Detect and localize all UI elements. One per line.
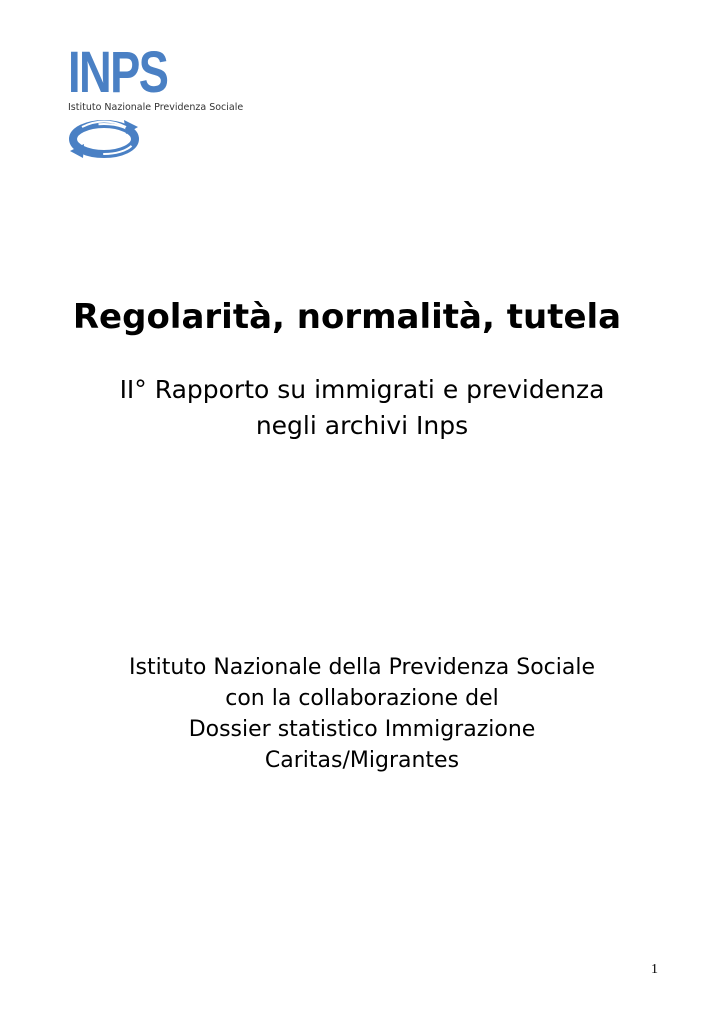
document-title: Regolarità, normalità, tutela: [72, 297, 622, 337]
logo-subtitle: Istituto Nazionale Previdenza Sociale: [68, 102, 244, 113]
inps-logo: [68, 40, 268, 164]
page-number: 1: [651, 962, 658, 977]
subtitle-line: II° Rapporto su immigrati e previdenza: [119, 375, 605, 404]
credits-line: Istituto Nazionale della Previdenza Sociale: [129, 655, 595, 680]
document-subtitle: [0, 372, 724, 444]
credits-line: con la collaborazione del: [225, 686, 499, 711]
logo-wordmark: INPS: [68, 40, 168, 105]
subtitle-line: negli archivi Inps: [255, 411, 469, 440]
circular-arrows-icon: [68, 118, 142, 160]
credits-line: Dossier statistico Immigrazione: [188, 717, 536, 742]
credits-line: Caritas/Migrantes: [264, 748, 460, 773]
document-credits: [0, 652, 724, 776]
